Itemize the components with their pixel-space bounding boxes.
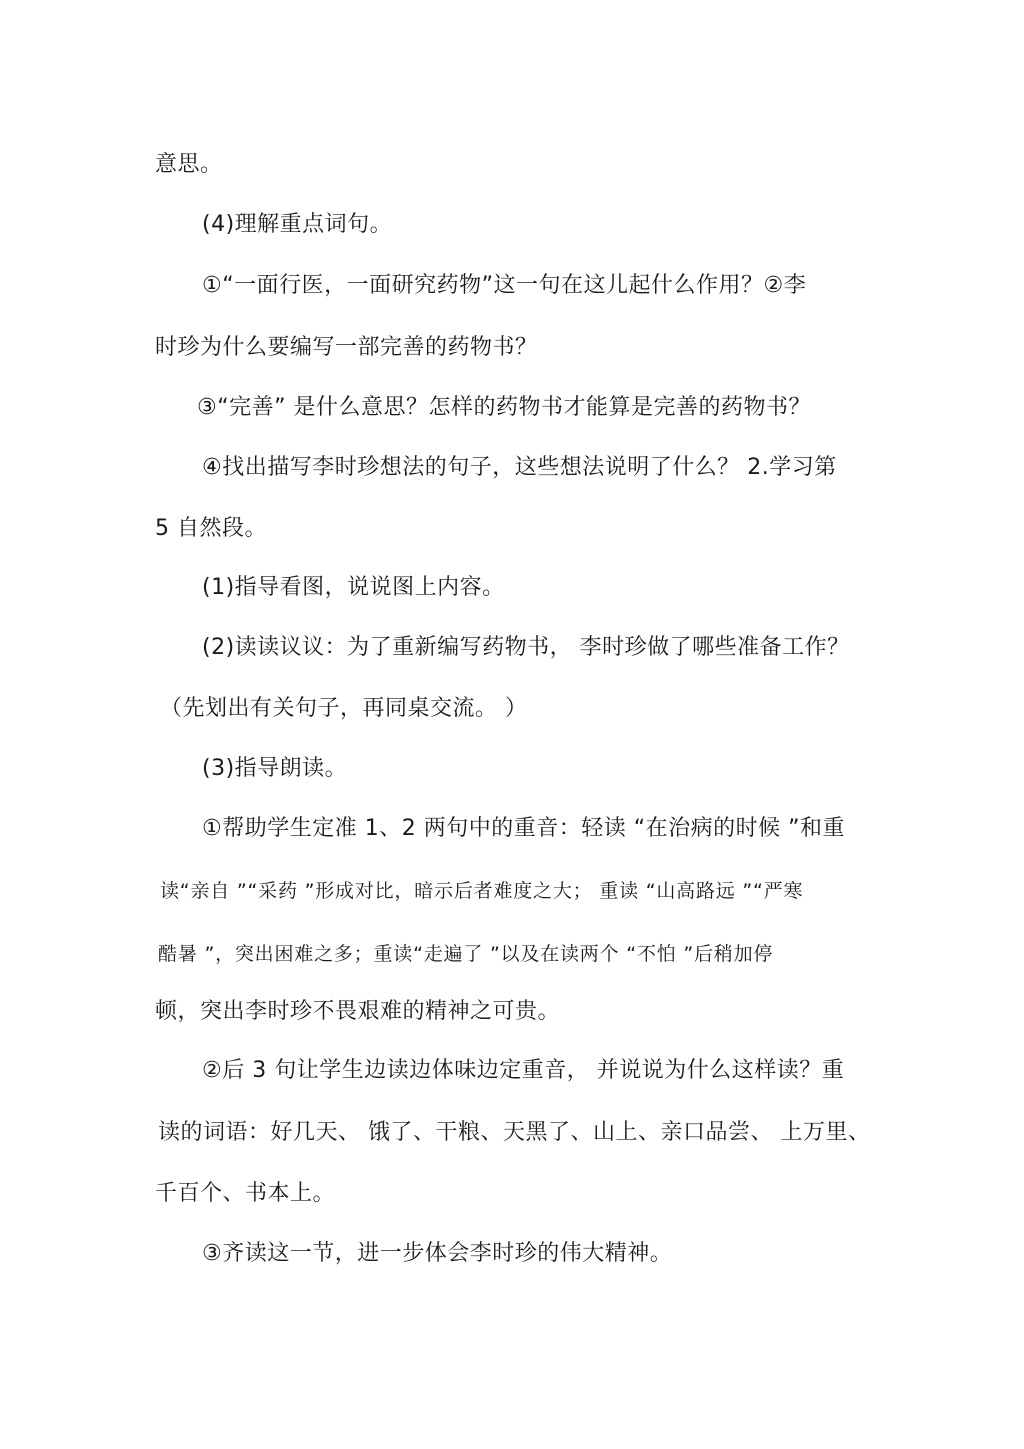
text-line: 千百个、书本上。	[155, 1181, 336, 1206]
text-line: (2)读读议议：为了重新编写药物书， 李时珍做了哪些准备工作？	[202, 635, 850, 660]
text-line: ①“一面行医，一面研究药物”这一句在这儿起什么作用？②李	[202, 273, 807, 298]
text-line: ④找出描写李时珍想法的句子，这些想法说明了什么？ 2.学习第	[202, 455, 837, 480]
text-line: 读“亲自 ”“采药 ”形成对比，暗示后者难度之大； 重读 “山高路远 ”“严寒	[160, 880, 804, 902]
text-line: (1)指导看图，说说图上内容。	[202, 575, 505, 600]
text-line: 顿，突出李时珍不畏艰难的精神之可贵。	[155, 999, 561, 1024]
text-line: ③“完善” 是什么意思？怎样的药物书才能算是完善的药物书？	[197, 395, 812, 420]
text-line: ③齐读这一节，进一步体会李时珍的伟大精神。	[202, 1241, 673, 1266]
text-line: 时珍为什么要编写一部完善的药物书？	[155, 335, 538, 360]
text-line: 读的词语：好几天、 饿了、干粮、天黑了、山上、亲口品尝、 上万里、	[158, 1120, 871, 1145]
text-line: ②后 3 句让学生边读边体味边定重音， 并说说为什么这样读？重	[202, 1058, 845, 1083]
text-line: （先划出有关句子，再同桌交流。 ）	[160, 696, 528, 721]
text-line: (4)理解重点词句。	[202, 212, 393, 237]
text-line: 5 自然段。	[155, 516, 267, 541]
text-line: (3)指导朗读。	[202, 756, 348, 781]
text-line: 酷暑 ”，突出困难之多；重读“走遍了 ”以及在读两个 “不怕 ”后稍加停	[158, 943, 774, 965]
text-line: 意思。	[155, 152, 223, 177]
text-line: ①帮助学生定准 1、2 两句中的重音：轻读 “在治病的时候 ”和重	[202, 816, 845, 841]
